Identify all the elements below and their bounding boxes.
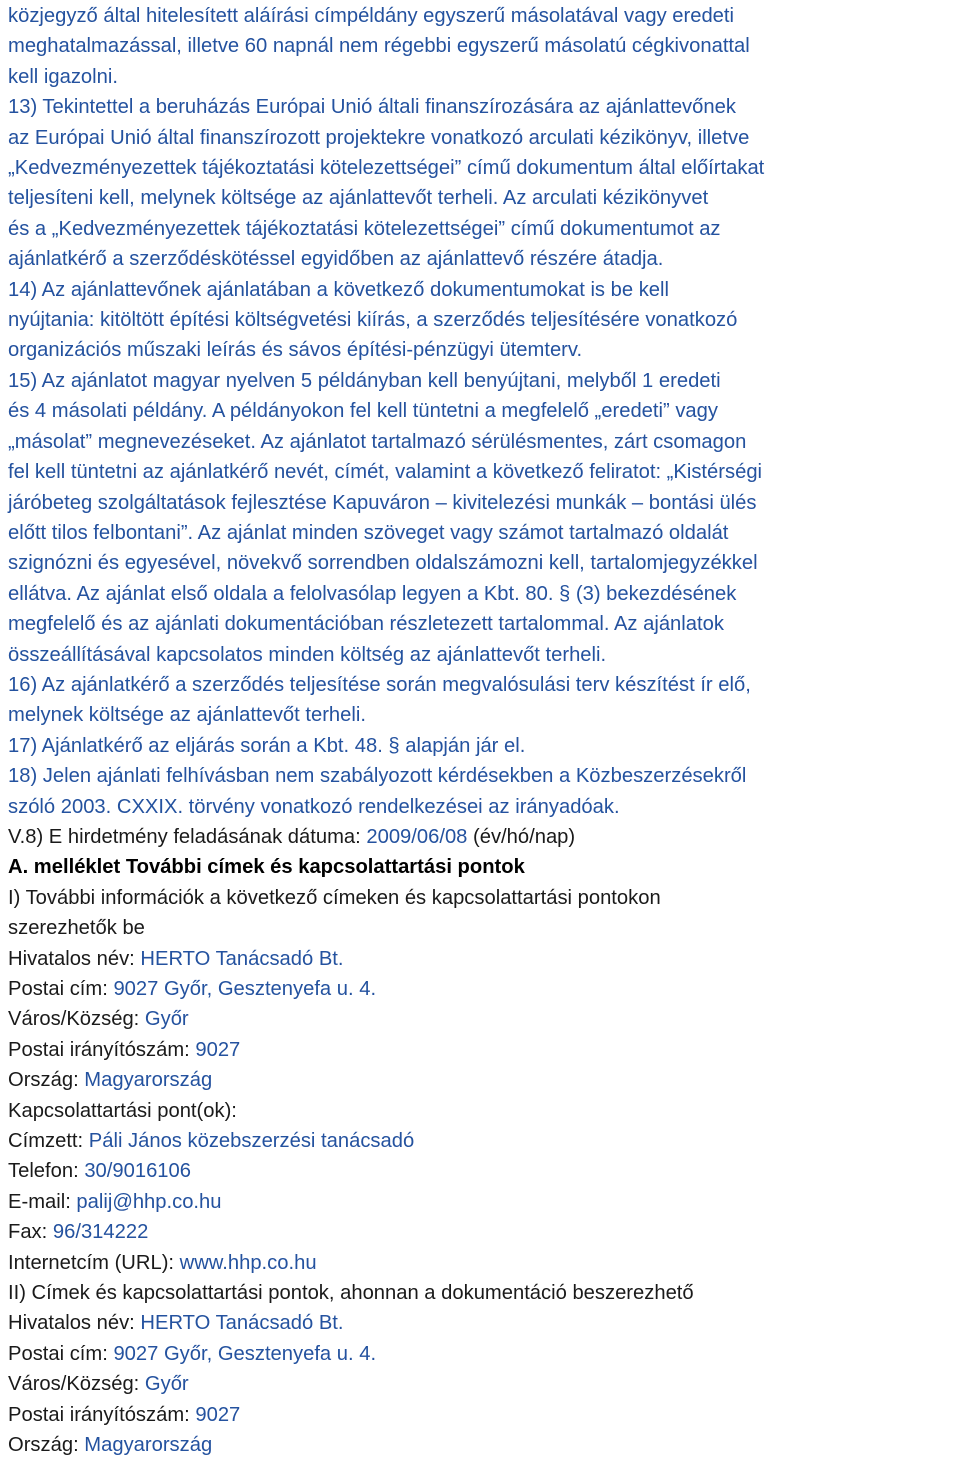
field-value: Magyarország — [84, 1069, 213, 1092]
text-line: 17) Ajánlatkérő az eljárás során a Kbt. 48. § alapján jár el. — [8, 734, 526, 757]
field-label: Telefon: — [8, 1160, 85, 1183]
s2-name-row — [8, 1308, 952, 1338]
text-line: 13) Tekintettel a beruházás Európai Unió általi finanszírozására az ajánlattevőnek — [8, 96, 736, 119]
field-label: Hivatalos név: — [8, 1312, 141, 1335]
text-line: 18) Jelen ajánlati felhívásban nem szabályozott kérdésekben a Közbeszerzésekről — [8, 765, 747, 788]
text-line: fel kell tüntetni az ajánlatkérő nevét, címét, valamint a következő feliratot: „Kistérségi — [8, 461, 763, 484]
text-line: „Kedvezményezettek tájékoztatási kötelezettségei” című dokumentum által előírtakat — [8, 157, 765, 180]
text-line: nyújtania: kitöltött építési költségvetési kiírás, a szerződés teljesítésére vonatkozó — [8, 309, 738, 332]
field-value: Páli János közebszerzési tanácsadó — [88, 1130, 415, 1153]
s1-fax-row — [8, 1217, 952, 1247]
text-line: közjegyző által hitelesített aláírási címpéldány egyszerű másolatával vagy eredeti — [8, 5, 735, 27]
item-17 — [8, 731, 952, 761]
field-value: 30/9016106 — [84, 1160, 191, 1183]
field-value: Győr — [144, 1008, 189, 1031]
field-value: 9027 — [195, 1038, 241, 1061]
field-value: 96/314222 — [52, 1221, 149, 1244]
email-link[interactable]: palij@hhp.co.hu — [76, 1190, 222, 1213]
item-15 — [8, 366, 952, 670]
s1-email-row — [8, 1187, 952, 1217]
field-label: Hivatalos név: — [8, 947, 141, 970]
field-value: 9027 Győr, Gesztenyefa u. 4. — [113, 1342, 377, 1365]
item-16 — [8, 670, 952, 731]
text-line: szerezhetők be — [8, 917, 145, 940]
s2-zip-row — [8, 1400, 952, 1430]
s1-city-row — [8, 1004, 952, 1034]
continuation-paragraph — [8, 1, 952, 92]
s1-contact-heading: Kapcsolattartási pont(ok): — [8, 1099, 237, 1122]
field-value: HERTO Tanácsadó Bt. — [140, 1312, 344, 1335]
text-line: ajánlatkérő a szerződéskötéssel egyidőben az ajánlattevő részére átadja. — [8, 248, 664, 271]
publication-date-label: V.8) E hirdetmény feladásának dátuma: — [8, 825, 367, 848]
s2-city-row — [8, 1369, 952, 1399]
text-line: járóbeteg szolgáltatások fejlesztése Kapuváron – kivitelezési munkák – bontási ülés — [8, 491, 757, 514]
field-label: Postai irányítószám: — [8, 1403, 196, 1426]
field-label: Ország: — [8, 1434, 85, 1457]
text-line: és a „Kedvezményezettek tájékoztatási kötelezettségei” című dokumentumot az — [8, 217, 721, 240]
text-line: „másolat” megnevezéseket. Az ajánlatot tartalmazó sérülésmentes, zárt csomagon — [8, 430, 747, 453]
field-label: Címzett: — [8, 1130, 89, 1153]
publication-date-suffix: (év/hó/nap) — [467, 825, 576, 848]
section-1-heading — [8, 883, 952, 944]
field-value: 9027 — [195, 1403, 241, 1426]
s1-recipient-row — [8, 1126, 952, 1156]
text-line: I) További információk a következő címeken és kapcsolattartási pontokon — [8, 886, 661, 909]
text-line: kell igazolni. — [8, 65, 118, 88]
publication-date-value: 2009/06/08 — [366, 825, 468, 848]
field-label: Ország: — [8, 1069, 85, 1092]
field-value: Magyarország — [84, 1434, 213, 1457]
s1-url-row — [8, 1248, 952, 1278]
text-line: 14) Az ajánlattevőnek ajánlatában a következő dokumentumokat is be kell — [8, 278, 669, 301]
field-label: Postai cím: — [8, 1342, 114, 1365]
text-line: organizációs műszaki leírás és sávos építési-pénzügyi ütemterv. — [8, 339, 583, 362]
text-line: összeállításával kapcsolatos minden költség az ajánlattevőt terheli. — [8, 643, 607, 666]
text-line: az Európai Unió által finanszírozott projektekre vonatkozó arculati kézikönyv, illetve — [8, 126, 750, 149]
text-line: előtt tilos felbontani”. Az ajánlat minden szöveget vagy számot tartalmazó oldalát — [8, 521, 729, 544]
field-label: E-mail: — [8, 1190, 77, 1213]
field-label: Postai cím: — [8, 978, 114, 1000]
field-label: Fax: — [8, 1221, 53, 1244]
field-label: Internetcím (URL): — [8, 1251, 180, 1274]
s1-address-row — [8, 974, 952, 1004]
text-line: 15) Az ajánlatot magyar nyelven 5 példányban kell benyújtani, melyből 1 eredeti — [8, 369, 721, 392]
item-14 — [8, 275, 952, 366]
field-label: Postai irányítószám: — [8, 1038, 196, 1061]
publication-date-row — [8, 822, 952, 852]
s2-address-row — [8, 1339, 952, 1369]
url-link[interactable]: www.hhp.co.hu — [179, 1251, 317, 1274]
section-2-heading: II) Címek és kapcsolattartási pontok, ahonnan a dokumentáció beszerezhető — [8, 1282, 694, 1305]
text-line: 16) Az ajánlatkérő a szerződés teljesítése során megvalósulási terv készítést ír elő, — [8, 673, 751, 696]
field-label: Város/Község: — [8, 1373, 145, 1396]
field-value: Győr — [144, 1373, 189, 1396]
field-value: 9027 Győr, Gesztenyefa u. 4. — [113, 978, 377, 1000]
text-line: szóló 2003. CXXIX. törvény vonatkozó rendelkezései az irányadóak. — [8, 795, 620, 818]
item-13 — [8, 92, 952, 274]
item-18 — [8, 761, 952, 822]
text-line: megfelelő és az ajánlati dokumentációban részletezett tartalommal. Az ajánlatok — [8, 613, 724, 636]
text-line: meghatalmazással, illetve 60 napnál nem régebbi egyszerű másolatú cégkivonattal — [8, 35, 750, 58]
s1-phone-row — [8, 1156, 952, 1186]
s2-country-row — [8, 1430, 952, 1460]
text-line: teljesíteni kell, melynek költsége az ajánlattevőt terheli. Az arculati kézikönyvet — [8, 187, 709, 210]
s1-name-row — [8, 944, 952, 974]
text-line: szignózni és egyesével, növekvő sorrendben oldalszámozni kell, tartalomjegyzékkel — [8, 552, 758, 575]
s1-zip-row — [8, 1035, 952, 1065]
text-line: és 4 másolati példány. A példányokon fel kell tüntetni a megfelelő „eredeti” vagy — [8, 400, 718, 423]
text-line: melynek költsége az ajánlattevőt terheli. — [8, 704, 366, 727]
field-label: Város/Község: — [8, 1008, 145, 1031]
field-value: HERTO Tanácsadó Bt. — [140, 947, 344, 970]
s1-country-row — [8, 1065, 952, 1095]
annex-title: A. melléklet További címek és kapcsolattartási pontok — [8, 856, 525, 879]
text-line: ellátva. Az ajánlat első oldala a felolvasólap legyen a Kbt. 80. § (3) bekezdésének — [8, 582, 737, 605]
